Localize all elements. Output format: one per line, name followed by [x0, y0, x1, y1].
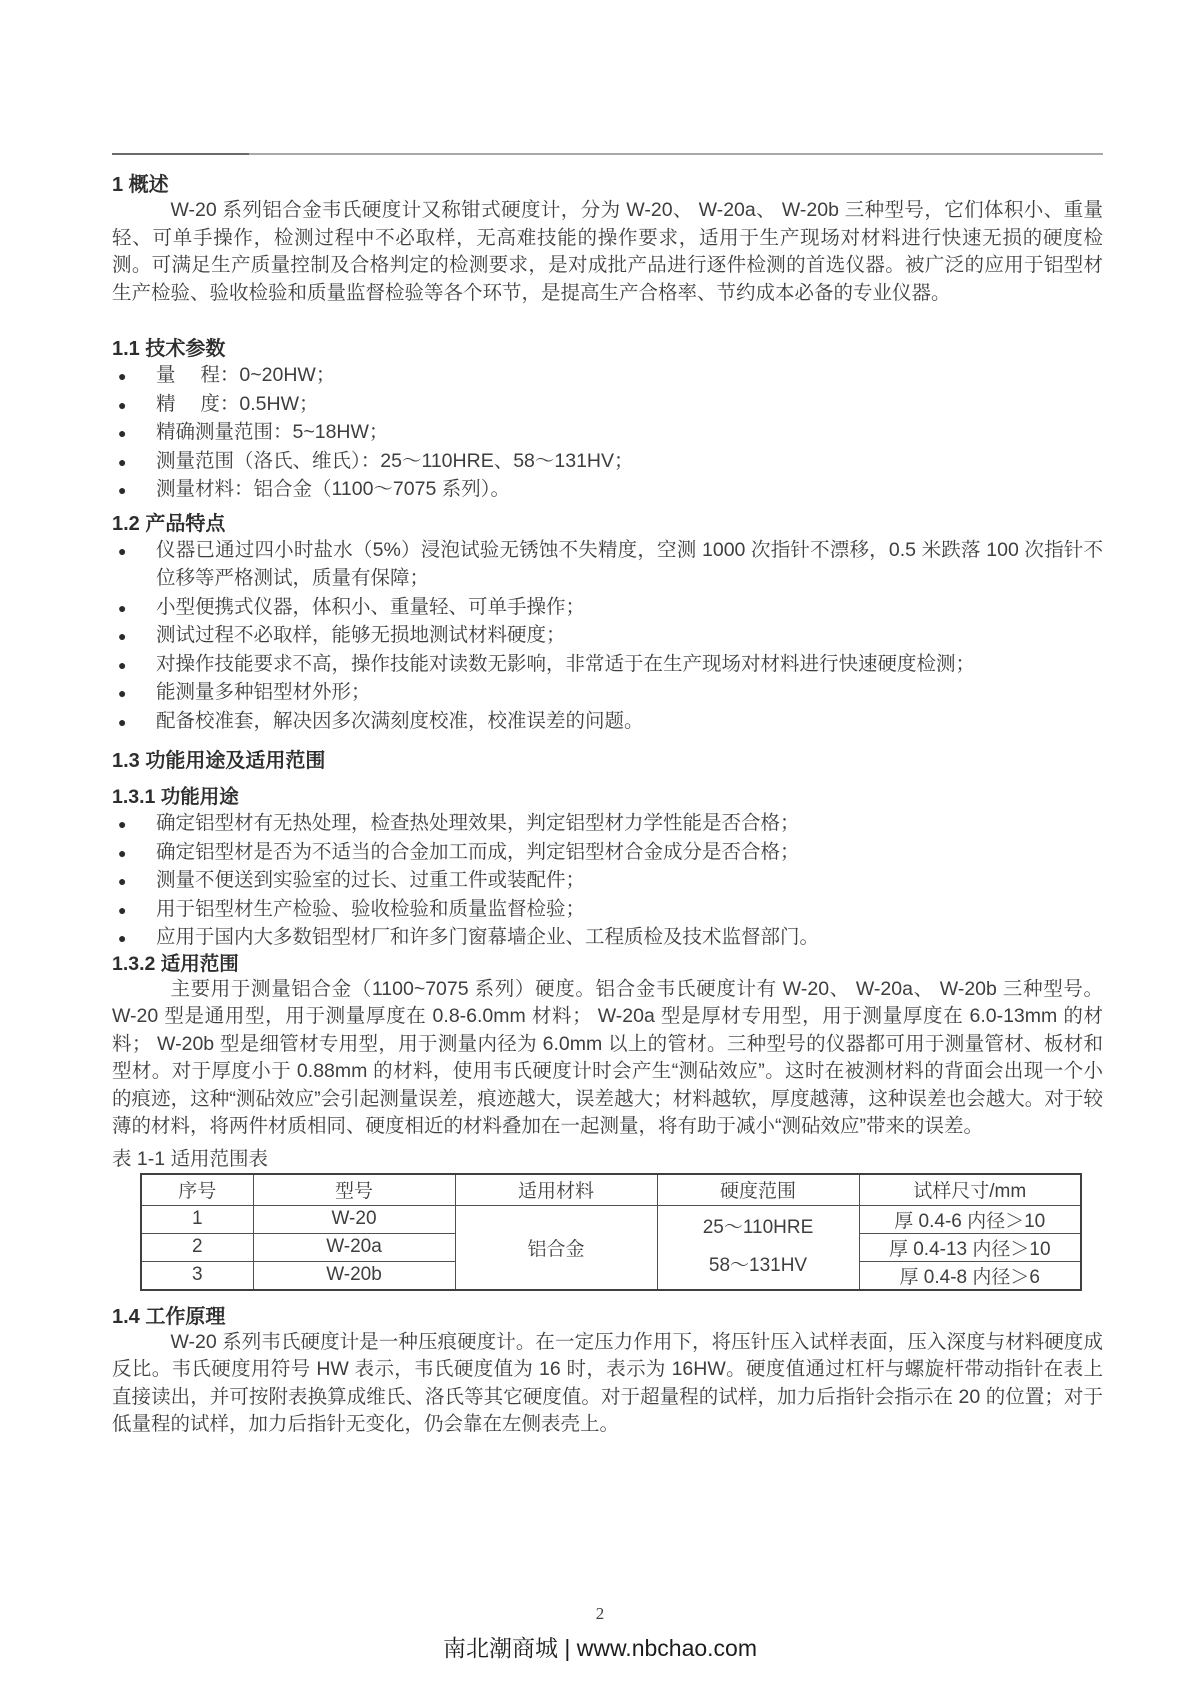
cell-model: W-20a [253, 1233, 455, 1261]
cell-no: 2 [141, 1233, 253, 1261]
bullet-icon: ● [118, 656, 127, 673]
list-item [112, 923, 1103, 952]
bullet-text: 应用于国内大多数铝型材厂和许多门窗幕墙企业、工程质检及技术监督部门。 [156, 926, 820, 948]
list-item [112, 809, 1103, 838]
list-item [112, 536, 1103, 593]
cell-size: 厚 0.4-6 内径＞10 [859, 1205, 1081, 1233]
bullet-icon: ● [118, 542, 127, 559]
cell-size: 厚 0.4-13 内径＞10 [859, 1233, 1081, 1261]
bullet-text: 量 程：0~20HW； [156, 364, 336, 386]
cell-hardness [657, 1205, 859, 1290]
section-heading-1-4: 1.4 工作原理 [112, 1305, 226, 1328]
hardness-line-2: 58～131HV [708, 1255, 808, 1276]
list-item [112, 593, 1103, 622]
cell-no: 3 [141, 1261, 253, 1290]
bullet-text: 能测量多种铝型材外形； [156, 681, 371, 703]
section-heading-1-1: 1.1 技术参数 [112, 338, 226, 360]
header-rule [112, 153, 1103, 155]
bullet-text: 测量材料：铝合金（1100～7075 系列）。 [156, 478, 510, 500]
bullet-text: 配备校准套，解决因多次满刻度校准，校准误差的问题。 [156, 709, 644, 732]
list-item [112, 895, 1103, 924]
bullet-icon: ● [118, 901, 127, 918]
footer-site-text: 南北潮商城 | www.nbchao.com [442, 1635, 757, 1661]
cell-model: W-20 [253, 1205, 455, 1233]
list-item [112, 678, 1103, 707]
list-item [112, 361, 1103, 390]
section-heading-1-3-2: 1.3.2 适用范围 [112, 952, 239, 975]
bullet-text: 精确测量范围：5~18HW； [156, 421, 389, 443]
page-content [112, 0, 1103, 1439]
bullet-icon: ● [118, 396, 127, 413]
page-number: 2 [595, 1604, 605, 1623]
bullet-text: 对操作技能要求不高，操作技能对读数无影响，非常适于在生产现场对材料进行快速硬度检测； [156, 652, 976, 675]
cell-no: 1 [141, 1205, 253, 1233]
list-item [112, 838, 1103, 867]
col-header-no: 序号 [141, 1174, 253, 1206]
intro-paragraph: W-20 系列铝合金韦氏硬度计又称钳式硬度计，分为 W-20、 W-20a、 W-20b 三种型号，它们体积小、重量轻、可单手操作，检测过程中不必取样，无高难技能的操作要求，适用于生产现场对材料进行快速无损的硬度检测。可满足生产质量控制及合格判定的检测要求，是对成批产品进行逐件检测的首选仪器。被广泛的应用于铝型材生产检验、验收检验和质量监督检验等各个环节，是提高生产合格率、节约成本必备的专业仪器。 [112, 199, 1103, 304]
col-header-material: 适用材料 [455, 1174, 657, 1206]
bullet-icon: ● [118, 873, 127, 889]
list-item [112, 418, 1103, 447]
section-heading-1-2: 1.2 产品特点 [112, 512, 226, 535]
principle-paragraph: W-20 系列韦氏硬度计是一种压痕硬度计。在一定压力作用下，将压针压入试样表面，压入深度与材料硬度成反比。韦氏硬度用符号 HW 表示，韦氏硬度值为 16 时，表示为 16HW。硬度值通过杠杆与螺旋杆带动指针在表上直接读出，并可按附表换算成维氏、洛氏等其它硬度值。对于超量程的试样，加力后指针会指示在 20 的位置；对于低量程的试样，加力后指针无变化，仍会靠在左侧表壳上。 [112, 1330, 1103, 1435]
col-header-model: 型号 [253, 1174, 455, 1206]
table-caption: 表 1-1 适用范围表 [112, 1147, 269, 1170]
cell-size: 厚 0.4-8 内径＞6 [859, 1261, 1081, 1290]
bullet-text: 测量范围（洛氏、维氏）：25～110HRE、58～131HV； [156, 449, 634, 472]
list-item [112, 621, 1103, 650]
list-item [112, 475, 1103, 504]
bullet-icon: ● [118, 685, 127, 701]
bullet-text: 用于铝型材生产检验、验收检验和质量监督检验； [156, 897, 586, 920]
hardness-line-1: 25～110HRE [702, 1217, 814, 1238]
bullet-text: 确定铝型材是否为不适当的合金加工而成，判定铝型材合金成分是否合格； [156, 840, 800, 863]
bullet-icon: ● [118, 599, 127, 616]
list-item [112, 707, 1103, 736]
list-item [112, 650, 1103, 679]
list-item [112, 447, 1103, 476]
scope-paragraph: 主要用于测量铝合金（1100~7075 系列）硬度。铝合金韦氏硬度计有 W-20、 W-20a、 W-20b 三种型号。 W-20 型是通用型，用于测量厚度在 0.8-6.0mm 材料； W-20a 型是厚材专用型，用于测量厚度在 6.0-13mm 的材料； W-20b 型是细管材专用型，用于测量内径为 6.0mm 以上的管材。三种型号的仪器都可用于测量管材、板材和型材。对于厚度小于 0.88mm 的材料，使用韦氏硬度计时会产生“测砧效应”。这时在被测材料的背面会出现一个小的痕迹，这种“测砧效应”会引起测量误差，痕迹越大，误差越大；材料越软，厚度越薄，这种误差也会越大。对于较薄的材料，将两件材质相同、硬度相近的材料叠加在一起测量，将有助于减小“测砧效应”带来的误差。 [112, 977, 1103, 1137]
section-heading-1-3: 1.3 功能用途及适用范围 [112, 750, 326, 772]
bullet-text: 小型便携式仪器，体积小、重量轻、可单手操作； [156, 595, 586, 618]
bullet-text: 测试过程不必取样，能够无损地测试材料硬度； [156, 624, 566, 646]
bullet-icon: ● [118, 844, 127, 861]
bullet-icon: ● [118, 816, 127, 832]
bullet-icon: ● [118, 453, 127, 470]
bullet-icon: ● [118, 713, 127, 730]
section-heading-1-3-1: 1.3.1 功能用途 [112, 786, 239, 808]
bullet-icon: ● [118, 425, 127, 441]
scope-table [140, 1173, 1082, 1291]
bullet-text: 仪器已通过四小时盐水（5%）浸泡试验无锈蚀不失精度，空测 1000 次指针不漂移，0.5 米跌落 100 次指针不位移等严格测试，质量有保障； [156, 538, 1103, 589]
product-features-list [112, 536, 1103, 736]
bullet-text: 测量不便送到实验室的过长、过重工件或装配件； [156, 869, 586, 891]
bullet-icon: ● [118, 628, 127, 644]
list-item [112, 866, 1103, 895]
table-row [141, 1205, 1081, 1233]
tech-params-list [112, 361, 1103, 504]
bullet-icon: ● [118, 482, 127, 498]
bullet-text: 精 度：0.5HW； [156, 392, 319, 415]
bullet-icon: ● [118, 368, 127, 384]
bullet-icon: ● [118, 930, 127, 946]
table-header-row [141, 1174, 1081, 1206]
cell-material: 铝合金 [455, 1205, 657, 1290]
col-header-size: 试样尺寸/mm [859, 1174, 1081, 1206]
col-header-hardness: 硬度范围 [657, 1174, 859, 1206]
function-usage-list [112, 809, 1103, 952]
list-item [112, 390, 1103, 419]
section-heading-1: 1 概述 [112, 174, 169, 196]
cell-model: W-20b [253, 1261, 455, 1290]
bullet-text: 确定铝型材有无热处理，检查热处理效果，判定铝型材力学性能是否合格； [156, 812, 800, 834]
